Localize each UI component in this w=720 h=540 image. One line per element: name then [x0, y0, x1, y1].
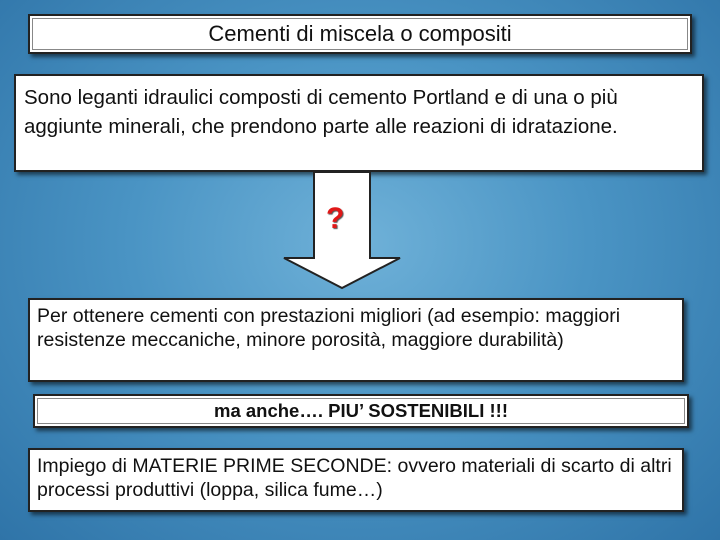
definition-box: [14, 74, 704, 172]
sustainability-box: [33, 394, 689, 428]
slide-title-text: Cementi di miscela o compositi: [208, 21, 512, 46]
slide-title: [28, 14, 692, 54]
definition-text: Sono leganti idraulici composti di cemento Portland e di una o più aggiunte minerali, che prendono parte alle reazioni di idratazione.: [24, 86, 618, 138]
motivation-text: Per ottenere cementi con prestazioni migliori (ad esempio: maggiori resistenze meccaniche, minore porosità, maggiore durabilità): [37, 305, 621, 351]
motivation-box: [28, 298, 684, 382]
sustainability-text: ma anche…. PIU’ SOSTENIBILI !!!: [214, 400, 508, 421]
usage-text: Impiego di MATERIE PRIME SECONDE: ovvero materiali di scarto di altri processi produttivi (loppa, silica fume…): [37, 455, 672, 501]
question-mark: ?: [326, 202, 345, 235]
usage-box: [28, 448, 684, 512]
